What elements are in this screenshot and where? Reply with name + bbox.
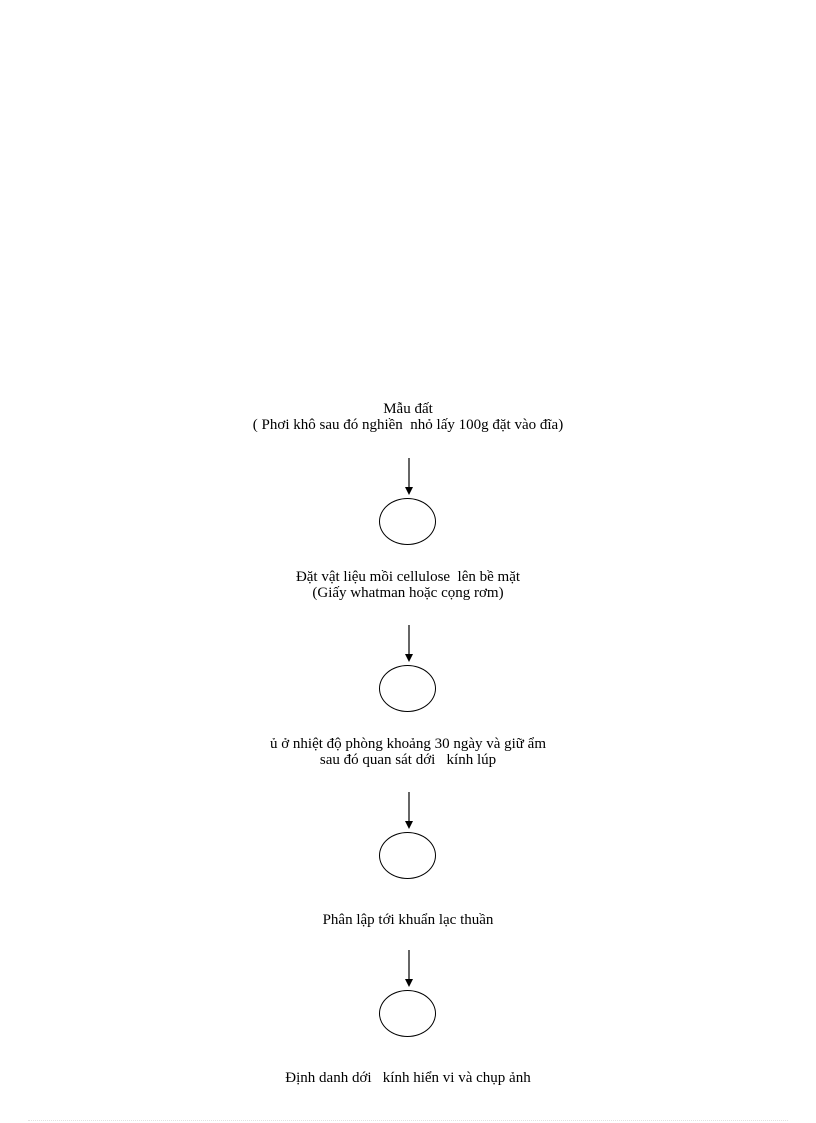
flow-node-circle <box>379 832 436 879</box>
step-2-detail: (Giấy whatman hoặc cọng rơm) <box>312 585 504 601</box>
flow-node-circle <box>379 990 436 1037</box>
step-4-title: Phân lập tới khuẩn lạc thuần <box>322 912 494 928</box>
step-1-title: Mẫu đất <box>383 401 433 417</box>
step-3-title: ủ ở nhiệt độ phòng khoảng 30 ngày và giữ ẩm <box>269 736 547 752</box>
step-4-label <box>0 912 816 928</box>
step-5-title: Định danh dới kính hiển vi và chụp ảnh <box>285 1070 531 1086</box>
step-1-label <box>0 401 816 433</box>
arrow-down-icon <box>402 625 416 663</box>
page-bottom-rule <box>28 1120 788 1121</box>
step-1-detail: ( Phơi khô sau đó nghiền nhỏ lấy 100g đặt vào đĩa) <box>252 417 564 433</box>
arrow-down-icon <box>402 792 416 830</box>
step-2-title: Đặt vật liệu mồi cellulose lên bề mặt <box>295 569 521 585</box>
arrow-down-icon <box>402 458 416 496</box>
step-5-label <box>0 1070 816 1086</box>
flow-node-circle <box>379 665 436 712</box>
arrow-down-icon <box>402 950 416 988</box>
step-3-detail: sau đó quan sát dới kính lúp <box>319 752 497 768</box>
step-3-label <box>0 736 816 768</box>
flow-node-circle <box>379 498 436 545</box>
step-2-label <box>0 569 816 601</box>
